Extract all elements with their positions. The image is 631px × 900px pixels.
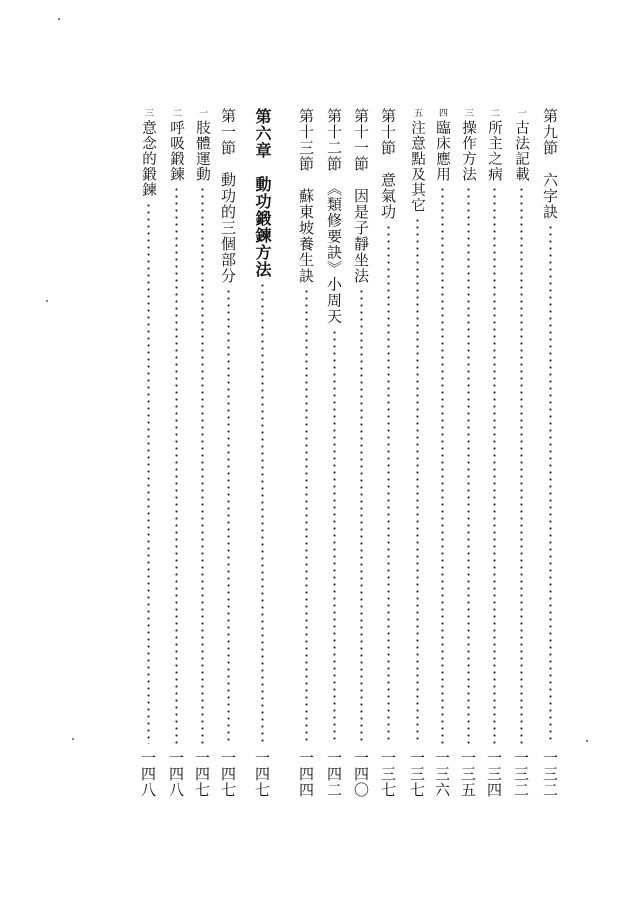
toc-title-text: 第十節 意氣功	[379, 108, 397, 220]
dot-leader	[360, 288, 363, 744]
toc-title-text: 第一節 動功的三個部分	[219, 108, 237, 284]
toc-page-number: 一三七	[408, 750, 426, 798]
dot-leader	[261, 282, 264, 744]
toc-entry	[164, 108, 188, 798]
toc-item-number: 一	[516, 108, 526, 118]
toc-entry	[250, 108, 274, 798]
toc-entry	[322, 108, 346, 798]
toc-entry	[456, 108, 480, 798]
dot-leader	[416, 217, 419, 744]
toc-entry	[136, 108, 160, 798]
scan-speck	[58, 18, 60, 20]
toc-title-text: 意念的鍛鍊	[140, 120, 156, 198]
toc-entry	[430, 108, 454, 798]
toc-title-text: 第六章 動功鍛鍊方法	[253, 108, 272, 278]
toc-entry	[405, 108, 429, 798]
toc-entry-title	[218, 108, 238, 284]
toc-entry	[538, 108, 562, 798]
toc-entry-title	[324, 108, 344, 325]
toc-page-number: 一三二	[541, 750, 559, 798]
toc-item-number: 四	[437, 108, 447, 118]
dot-leader	[175, 186, 178, 744]
scan-speck	[586, 740, 588, 742]
dot-leader	[333, 329, 336, 745]
toc-page-number: 一四七	[193, 750, 211, 798]
toc-item-number: 二	[171, 108, 181, 118]
toc-entry	[294, 108, 318, 798]
toc-title-text: 所主之病	[486, 120, 502, 182]
toc-page-number: 一四七	[253, 750, 271, 798]
scan-speck	[72, 738, 74, 740]
toc-entry-title	[484, 108, 504, 182]
toc-entry-title	[378, 108, 398, 220]
scan-speck	[46, 300, 48, 302]
toc-item-number: 三	[143, 108, 153, 118]
toc-entry-title	[540, 108, 560, 220]
toc-item-number: 二	[489, 108, 499, 118]
toc-page-number: 一四七	[219, 750, 237, 798]
toc-page-number: 一四四	[297, 750, 315, 798]
toc-item-number: 五	[412, 108, 422, 118]
toc-title-text: 注意點及其它	[409, 120, 425, 213]
toc-item-number: 三	[463, 108, 473, 118]
toc-entry	[216, 108, 240, 798]
toc-entry-title	[458, 108, 478, 182]
toc-title-text: 肢體運動	[194, 120, 210, 182]
dot-leader	[467, 186, 470, 744]
dot-leader	[387, 224, 390, 744]
dot-leader	[441, 186, 444, 744]
toc-page-number: 一三六	[433, 750, 451, 798]
dot-leader	[201, 186, 204, 744]
toc-page-number: 一四二	[325, 750, 343, 798]
dot-leader	[227, 288, 230, 744]
toc-entry-title	[138, 108, 158, 198]
toc-entry-title	[432, 108, 452, 182]
toc-entry	[482, 108, 506, 798]
toc-entry	[349, 108, 373, 798]
toc-entry	[376, 108, 400, 798]
toc-page-number: 一三四	[485, 750, 503, 798]
dot-leader	[305, 288, 308, 744]
toc-title-text: 呼吸鍛鍊	[168, 120, 184, 182]
toc-entry-title	[511, 108, 531, 182]
toc-title-text: 操作方法	[460, 120, 476, 182]
toc-page-number: 一四〇	[352, 750, 370, 798]
toc-page-number: 一四八	[139, 750, 157, 798]
dot-leader	[549, 224, 552, 744]
toc-entry	[190, 108, 214, 798]
toc-title-text: 古法記載	[513, 120, 529, 182]
toc-title-text: 第十三節 蘇東坡養生訣	[297, 108, 315, 284]
toc-page-number: 一四八	[167, 750, 185, 798]
toc-entry-title	[192, 108, 212, 182]
dot-leader	[520, 186, 523, 744]
toc-item-number: 一	[197, 108, 207, 118]
toc-title-text: 第九節 六字訣	[541, 108, 559, 220]
toc-entry-title	[296, 108, 316, 284]
dot-leader	[147, 202, 150, 745]
dot-leader	[493, 186, 496, 744]
toc-entry	[509, 108, 533, 798]
toc-page-number: 一三五	[459, 750, 477, 798]
toc-entry-title	[166, 108, 186, 182]
toc-title-text: 臨床應用	[434, 120, 450, 182]
toc-entry-title	[252, 108, 272, 278]
toc-entry-title	[351, 108, 371, 284]
toc-title-text: 第十一節 因是子靜坐法	[352, 108, 370, 284]
toc-entry-title	[407, 108, 427, 213]
toc-page-number: 一三七	[379, 750, 397, 798]
toc-page-number: 一三二	[512, 750, 530, 798]
toc-title-text: 第十二節 《類修要訣》小周天	[325, 108, 343, 325]
